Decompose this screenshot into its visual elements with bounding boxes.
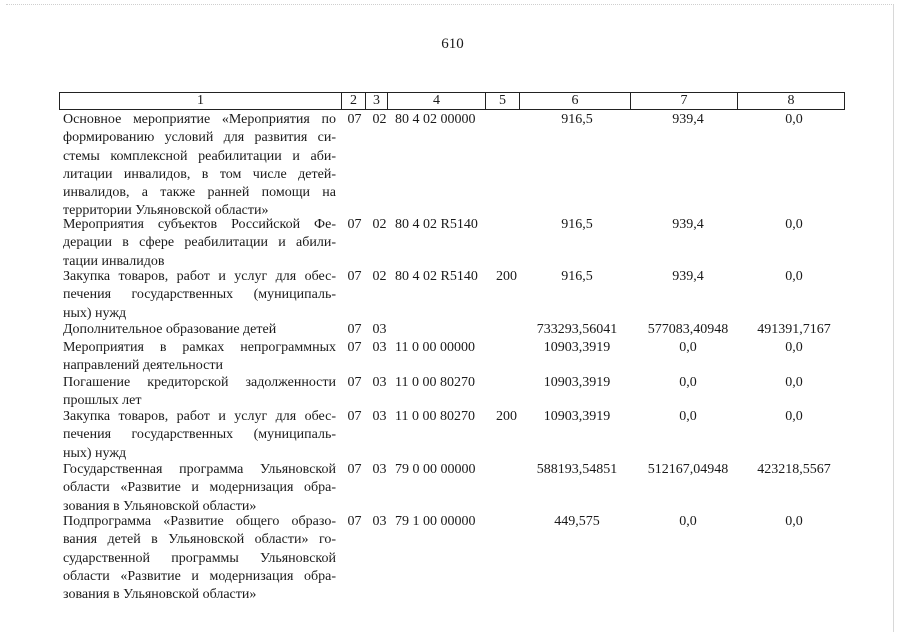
- amount-col-6: 916,5: [561, 269, 593, 284]
- row-name-line: Погашение кредиторской задолженности: [63, 375, 336, 390]
- amount-col-7: 0,0: [679, 514, 697, 529]
- amount-col-6: 916,5: [561, 217, 593, 232]
- row-name-line: дерации в сфере реабилитации и абили-: [63, 235, 336, 251]
- code-target-article: 79 0 00 00000: [395, 462, 476, 477]
- code-subsection: 02: [372, 217, 387, 232]
- code-section: 07: [347, 375, 362, 390]
- amount-col-7: 0,0: [679, 340, 697, 355]
- code-section: 07: [347, 322, 362, 337]
- row-name-line: тации инвалидов: [63, 253, 165, 269]
- code-target-article: 80 4 02 00000: [395, 112, 476, 127]
- row-name-line: зования в Ульяновской области»: [63, 498, 257, 514]
- row-name-line: Подпрограмма «Развитие общего образо-: [63, 514, 336, 529]
- column-header-8: 8: [738, 93, 845, 110]
- amount-col-7: 512167,04948: [647, 462, 729, 477]
- row-name-line: направлений деятельности: [63, 358, 223, 374]
- row-name-line: инвалидов, а также ранней помощи на: [63, 185, 336, 201]
- column-header-1: 1: [60, 93, 342, 110]
- row-name-line: стемы комплексной реабилитации и аби-: [63, 148, 336, 164]
- amount-col-7: 0,0: [679, 409, 697, 424]
- code-target-article: 11 0 00 00000: [395, 340, 475, 355]
- amount-col-6: 588193,54851: [536, 462, 618, 477]
- column-header-5: 5: [486, 93, 520, 110]
- amount-col-8: 0,0: [785, 375, 803, 390]
- code-section: 07: [347, 462, 362, 477]
- code-target-article: 80 4 02 R5140: [395, 269, 478, 284]
- amount-col-8: 491391,7167: [757, 322, 831, 337]
- column-header-7: 7: [631, 93, 738, 110]
- code-subsection: 03: [372, 375, 387, 390]
- code-section: 07: [347, 217, 362, 232]
- code-subsection: 03: [372, 322, 387, 337]
- row-name-line: Мероприятия в рамках непрограммных: [63, 340, 336, 355]
- amount-col-7: 0,0: [679, 375, 697, 390]
- row-name-line: печения государственных (муниципаль-: [63, 287, 336, 303]
- row-name-line: печения государственных (муниципаль-: [63, 427, 336, 443]
- row-name-line: территории Ульяновской области»: [63, 203, 269, 219]
- row-name-line: ных) нужд: [63, 305, 127, 321]
- code-subsection: 03: [372, 409, 387, 424]
- code-section: 07: [347, 409, 362, 424]
- row-name-line: литации инвалидов, в том числе детей-: [63, 166, 336, 182]
- amount-col-8: 0,0: [785, 340, 803, 355]
- row-name-line: Дополнительное образование детей: [63, 322, 277, 337]
- row-name-line: области «Развитие и модернизация обра-: [63, 568, 336, 584]
- amount-col-8: 0,0: [785, 112, 803, 127]
- amount-col-7: 939,4: [672, 269, 704, 284]
- row-name-line: Закупка товаров, работ и услуг для обес-: [63, 409, 336, 424]
- row-name: [63, 268, 336, 323]
- code-subsection: 03: [372, 514, 387, 529]
- column-header-2: 2: [342, 93, 366, 110]
- code-subsection: 03: [372, 462, 387, 477]
- amount-col-8: 423218,5567: [757, 462, 831, 477]
- amount-col-8: 0,0: [785, 269, 803, 284]
- row-name-line: формированию условий для развития си-: [63, 130, 336, 146]
- code-expense-type: 200: [496, 409, 517, 424]
- code-subsection: 02: [372, 269, 387, 284]
- column-header-6: 6: [520, 93, 631, 110]
- row-name: [63, 216, 336, 271]
- row-name-line: ных) нужд: [63, 445, 127, 461]
- code-target-article: 11 0 00 80270: [395, 409, 475, 424]
- row-name: [63, 111, 336, 221]
- row-name-line: зования в Ульяновской области»: [63, 587, 257, 603]
- row-name-line: области «Развитие и модернизация обра-: [63, 480, 336, 496]
- row-name-line: сударственной программы Ульяновской: [63, 550, 336, 566]
- code-section: 07: [347, 514, 362, 529]
- row-name-line: Закупка товаров, работ и услуг для обес-: [63, 269, 336, 284]
- row-name-line: Государственная программа Ульяновской: [63, 462, 336, 477]
- amount-col-8: 0,0: [785, 409, 803, 424]
- code-target-article: 80 4 02 R5140: [395, 217, 478, 232]
- amount-col-6: 916,5: [561, 112, 593, 127]
- code-section: 07: [347, 340, 362, 355]
- row-name-line: Основное мероприятие «Мероприятия по: [63, 112, 336, 127]
- amount-col-6: 10903,3919: [543, 375, 611, 390]
- amount-col-8: 0,0: [785, 514, 803, 529]
- amount-col-8: 0,0: [785, 217, 803, 232]
- amount-col-7: 939,4: [672, 112, 704, 127]
- row-name: [63, 321, 336, 339]
- row-name: [63, 339, 336, 376]
- column-header-table: [59, 92, 845, 110]
- amount-col-6: 10903,3919: [543, 340, 611, 355]
- row-name: [63, 461, 336, 516]
- column-header-4: 4: [388, 93, 486, 110]
- row-name: [63, 513, 336, 604]
- amount-col-6: 449,575: [554, 514, 600, 529]
- row-name-line: прошлых лет: [63, 393, 142, 409]
- row-name: [63, 408, 336, 463]
- column-header-3: 3: [366, 93, 388, 110]
- amount-col-6: 10903,3919: [543, 409, 611, 424]
- row-name: [63, 374, 336, 411]
- column-header-row: [60, 93, 845, 110]
- amount-col-7: 577083,40948: [647, 322, 729, 337]
- code-expense-type: 200: [496, 269, 517, 284]
- code-target-article: 79 1 00 00000: [395, 514, 476, 529]
- code-subsection: 03: [372, 340, 387, 355]
- row-name-line: Мероприятия субъектов Российской Фе-: [63, 217, 336, 232]
- amount-col-7: 939,4: [672, 217, 704, 232]
- code-subsection: 02: [372, 112, 387, 127]
- row-name-line: вания детей в Ульяновской области» го-: [63, 532, 336, 548]
- code-section: 07: [347, 269, 362, 284]
- code-section: 07: [347, 112, 362, 127]
- amount-col-6: 733293,56041: [536, 322, 618, 337]
- code-target-article: 11 0 00 80270: [395, 375, 475, 390]
- page-number: 610: [441, 36, 464, 52]
